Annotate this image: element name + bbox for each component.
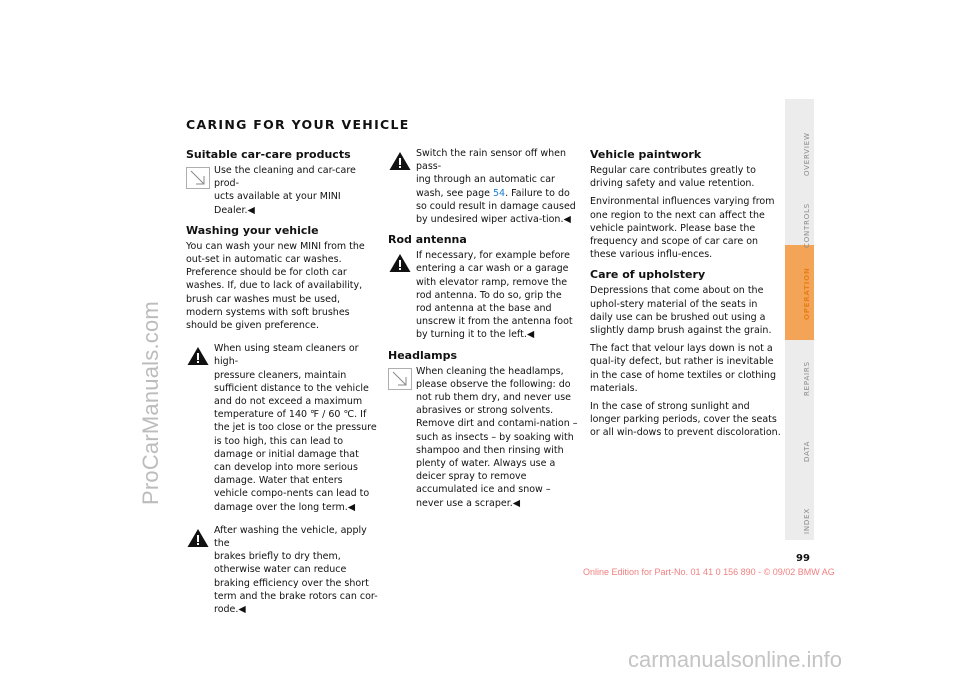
note-line-1: When cleaning the headlamps, [416,365,564,377]
warning-text: entering a car wash or a garage with elevator ramp, remove the rod antenna. To do so, grip the rod antenna at the base and unscrew it from the antenna foot by turning it to the left. [416,263,573,341]
note-arrow-icon [388,368,412,390]
warning-rain-sensor [388,147,580,226]
washing-text: You can wash your new MINI from the out-set in automatic car washes. Preference should be for cloth car washes. If, due to lack of availability, brush car washes must be used, modern systems with soft brushes should be given preference. [186,240,365,332]
end-mark: ◀ [512,497,521,509]
column-3 [590,147,782,445]
heading-vehicle-paintwork: Vehicle paintwork [590,148,702,161]
page-title: CARING FOR YOUR VEHICLE [186,117,410,132]
heading-car-care-products: Suitable car-care products [186,148,351,161]
warning-text: pressure cleaners, maintain sufficient distance to the vehicle and do not exceed a maximum temperature of 140 ℉ / 60 ℃. If the jet is too close or the pressure is too high, this can lead to damage or initial damage that can develop into more serious damage. Water that enters vehicle compo-nents can lead to damage over the long term. [214,369,377,513]
warning-line-1: Switch the rain sensor off when pass- [416,148,566,173]
tab-data[interactable]: DATA [803,440,811,462]
tab-overview[interactable]: OVERVIEW [803,132,811,176]
paragraph: The fact that velour lays down is not a qual-ity defect, but rather is inevitable in the case of home textiles or clothing materials. [590,343,776,394]
end-mark: ◀ [238,604,246,616]
tab-index[interactable]: INDEX [803,508,811,534]
warning-triangle-icon [186,345,210,367]
warning-line-1: After washing the vehicle, apply the [214,524,367,550]
warning-steam-cleaners [186,342,378,514]
note-line-2: ucts available at your MINI Dealer. [214,191,341,216]
end-mark: ◀ [563,214,571,226]
paragraph: Regular care contributes greatly to driving safety and value retention. [590,165,756,190]
note-line-1: Use the cleaning and car-care prod- [214,165,356,190]
heading-headlamps: Headlamps [388,348,458,362]
tab-repairs[interactable]: REPAIRS [803,361,811,396]
warning-text: brakes briefly to dry them, otherwise water can reduce braking efficiency over the short term and the brake rotors can cor-rode. [214,551,378,616]
note-arrow-icon [186,167,210,189]
end-mark: ◀ [347,501,356,513]
site-watermark: carmanualsonline.info [628,647,843,672]
warning-text: ing through an automatic car wash, see page [416,174,555,199]
paragraph: In the case of strong sunlight and longer parking periods, cover the seats or all win-dows to prevent discoloration. [590,401,781,439]
warning-line-1: When using steam cleaners or high- [214,343,359,368]
warning-triangle-icon [388,252,412,274]
warning-triangle-icon [186,527,210,549]
note-headlamps [388,365,580,510]
side-watermark: ProCarManuals.com [138,301,163,505]
tab-operation[interactable]: OPERATION [803,267,811,320]
page-link-54[interactable]: 54 [493,187,506,199]
end-mark: ◀ [526,329,535,341]
paragraph: Environmental influences varying from one region to the next can affect the vehicle paintwork. Please base the frequency and scope of car care on these various influ-ences. [590,196,775,261]
page-number: 99 [796,553,810,564]
warning-brakes [186,524,378,616]
column-1 [186,147,378,621]
heading-rod-antenna: Rod antenna [388,233,467,247]
tab-controls[interactable]: CONTROLS [803,202,811,248]
heading-washing-vehicle: Washing your vehicle [186,223,319,237]
end-mark: ◀ [247,204,255,216]
footer-edition: Online Edition for Part-No. 01 41 0 156 890 - © 09/02 BMW AG [583,567,835,577]
note-car-care-products [186,164,378,217]
paragraph: Depressions that come about on the uphol-stery material of the seats in daily use can be brushed out using a slightly damp brush against the grain. [590,285,772,337]
column-2 [388,147,580,515]
note-text: please observe the following: do not rub them dry, and never use abrasives or strong solvents. Remove dirt and contami-nation – such as insects – by soaking with shampoo and then rinsing with plenty of water. Always use a deicer spray to remove accumulated ice and snow – never use a scraper. [416,378,578,509]
warning-text-cont: . Failure to do so could result in damage caused by undesired wiper activa-tion. [416,187,576,226]
warning-line-1: If necessary, for example before [416,250,570,262]
warning-triangle-icon [388,150,412,172]
heading-care-of-upholstery: Care of upholstery [590,268,706,282]
warning-rod-antenna [388,249,580,341]
